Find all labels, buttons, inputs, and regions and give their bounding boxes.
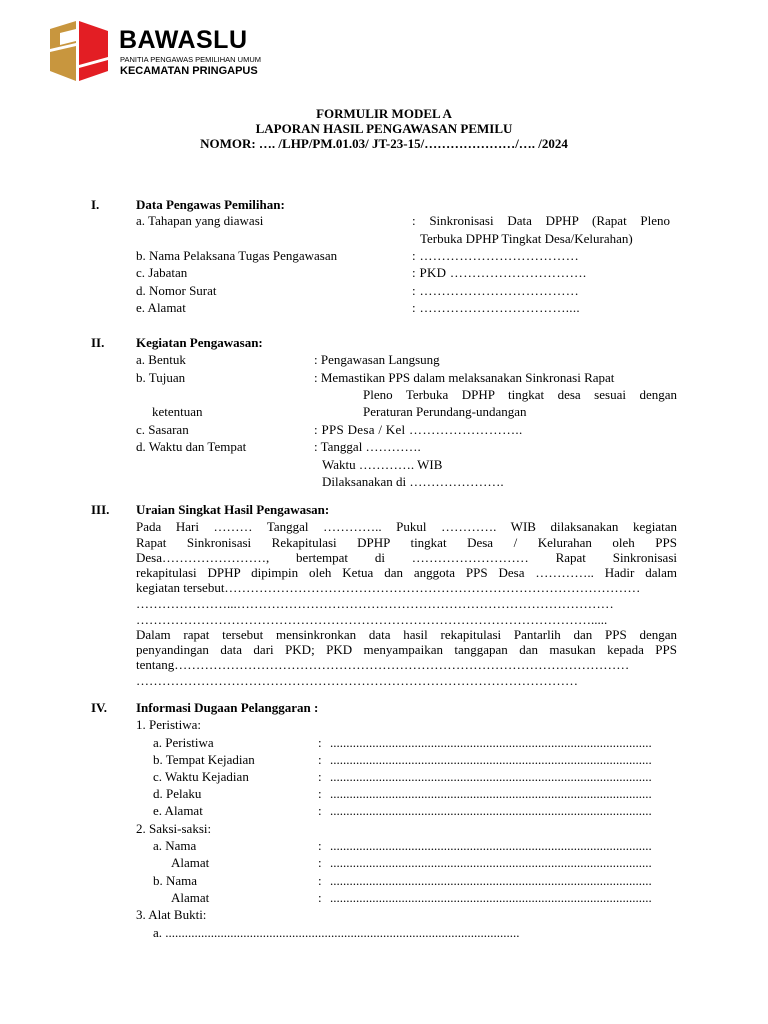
s4-1e-colon: :	[318, 803, 322, 818]
s3-line-1: Pada Hari ……… Tanggal ………….. Pukul …………. WIB dilaksanakan kegiatan	[136, 519, 677, 534]
s2-a-label: a. Bentuk	[136, 352, 186, 367]
s4-2b-alamat-colon: :	[318, 890, 322, 905]
s1-d-label: d. Nomor Surat	[136, 283, 217, 298]
section-3-number: III.	[91, 502, 110, 517]
s3-line-10: tentang……………………………………………………………………………………………	[136, 657, 630, 672]
s1-b-label: b. Nama Pelaksana Tugas Pengawasan	[136, 248, 338, 263]
section-4-title: Informasi Dugaan Pelanggaran :	[136, 700, 319, 715]
s1-c-value: : PKD ………………………….	[412, 265, 587, 280]
s4-1a-fill: ...................................................................................................	[330, 735, 652, 750]
s1-a-label: a. Tahapan yang diawasi	[136, 213, 264, 228]
s2-b-left-3: ketentuan	[152, 404, 203, 419]
s4-1b-fill: ...................................................................................................	[330, 752, 652, 767]
s3-line-3: Desa……………………, bertempat di ……………………… Rapat Sinkronisasi	[136, 550, 677, 565]
section-1-number: I.	[91, 197, 100, 212]
s2-c-label: c. Sasaran	[136, 422, 189, 437]
s4-2b-alamat-label: Alamat	[171, 890, 210, 905]
s2-d-value-3: Dilaksanakan di ………………….	[322, 474, 504, 489]
s4-1c-fill: ...................................................................................................	[330, 769, 652, 784]
s4-1d-label: d. Pelaku	[153, 786, 202, 801]
s4-1a-colon: :	[318, 735, 322, 750]
section-2-number: II.	[91, 335, 105, 350]
s1-e-label: e. Alamat	[136, 300, 186, 315]
s4-1b-colon: :	[318, 752, 322, 767]
s4-2b-nama-colon: :	[318, 873, 322, 888]
s4-item-3: 3. Alat Bukti:	[136, 907, 207, 922]
s2-c-value: : PPS Desa / Kel ……………………..	[314, 422, 523, 437]
s4-2a-alamat-fill: ...................................................................................................	[330, 855, 652, 870]
s4-1a-label: a. Peristiwa	[153, 735, 214, 750]
s2-d-value-2: Waktu …………. WIB	[322, 457, 443, 472]
s4-2b-nama-label: b. Nama	[153, 873, 198, 888]
s4-2a-nama-label: a. Nama	[153, 838, 197, 853]
s4-item-2: 2. Saksi-saksi:	[136, 821, 212, 836]
s4-2a-nama-fill: ...................................................................................................	[330, 838, 652, 853]
s4-1c-label: c. Waktu Kejadian	[153, 769, 249, 784]
s3-line-5: kegiatan tersebut……………………………………………………………………………………	[136, 580, 641, 595]
s3-line-11: …………………………………………………………………………………………	[136, 673, 578, 688]
s3-line-4: rekapitulasi DPHP dipimpin oleh Ketua dan anggota PPS Desa ………….. Hadir dalam	[136, 565, 677, 580]
logo-subtitle-1: PANITIA PENGAWAS PEMILIHAN UMUM	[120, 55, 261, 64]
section-4-number: IV.	[91, 700, 108, 715]
s3-line-9: penyandingan data dari PKD; PKD menyampaikan tanggapan dan masukan kepada PPS	[136, 642, 677, 657]
s4-1e-fill: ...................................................................................................	[330, 803, 652, 818]
logo-brand: BAWASLU	[119, 26, 248, 54]
s4-1c-colon: :	[318, 769, 322, 784]
s1-a-value-1: : Sinkronisasi Data DPHP (Rapat Pleno	[412, 213, 670, 228]
s4-2a-nama-colon: :	[318, 838, 322, 853]
form-title: FORMULIR MODEL A	[316, 106, 452, 121]
s4-2a-alamat-colon: :	[318, 855, 322, 870]
s2-a-value: : Pengawasan Langsung	[314, 352, 440, 367]
report-title: LAPORAN HASIL PENGAWASAN PEMILU	[255, 121, 513, 136]
s2-d-value-1: : Tanggal ………….	[314, 439, 421, 454]
section-2-title: Kegiatan Pengawasan:	[136, 335, 263, 350]
s3-line-7: …………………………………………………………………………………………….....	[136, 612, 608, 627]
s4-1e-label: e. Alamat	[153, 803, 203, 818]
s2-d-label: d. Waktu dan Tempat	[136, 439, 247, 454]
section-1-title: Data Pengawas Pemilihan:	[136, 197, 285, 212]
s3-line-6: …………………...……………………………………………………………………………	[136, 596, 614, 611]
s1-a-value-2: Terbuka DPHP Tingkat Desa/Kelurahan)	[420, 231, 633, 246]
s2-b-value-3: Peraturan Perundang-undangan	[363, 404, 527, 419]
s1-b-value: : ………………………………	[412, 248, 580, 263]
s2-b-value-2: Pleno Terbuka DPHP tingkat desa sesuai dengan	[363, 387, 677, 402]
s1-d-value: : ………………………………	[412, 283, 580, 298]
s4-2b-nama-fill: ...................................................................................................	[330, 873, 652, 888]
report-number: NOMOR: …. /LHP/PM.01.03/ JT-23-15/…………………/…. /2024	[200, 136, 568, 151]
s1-c-label: c. Jabatan	[136, 265, 188, 280]
s2-b-value-1: : Memastikan PPS dalam melaksanakan Sinkronasi Rapat	[314, 370, 615, 385]
logo-subtitle-2: KECAMATAN PRINGAPUS	[120, 65, 258, 77]
s1-e-value: : ……………………………....	[412, 300, 580, 315]
s3-line-2: Rapat Sinkronisasi Rekapitulasi DPHP tingkat Desa / Kelurahan oleh PPS	[136, 535, 677, 550]
s4-1b-label: b. Tempat Kejadian	[153, 752, 255, 767]
s4-1d-colon: :	[318, 786, 322, 801]
bawaslu-emblem-icon	[46, 19, 112, 83]
s2-b-label: b. Tujuan	[136, 370, 186, 385]
s3-line-8: Dalam rapat tersebut mensinkronkan data hasil rekapitulasi Pantarlih dan PPS dengan	[136, 627, 677, 642]
s4-3a-line: a. .............................................................................................................	[153, 925, 520, 940]
section-3-title: Uraian Singkat Hasil Pengawasan:	[136, 502, 330, 517]
s4-1d-fill: ...................................................................................................	[330, 786, 652, 801]
s4-2b-alamat-fill: ...................................................................................................	[330, 890, 652, 905]
s4-2a-alamat-label: Alamat	[171, 855, 210, 870]
s4-item-1: 1. Peristiwa:	[136, 717, 201, 732]
